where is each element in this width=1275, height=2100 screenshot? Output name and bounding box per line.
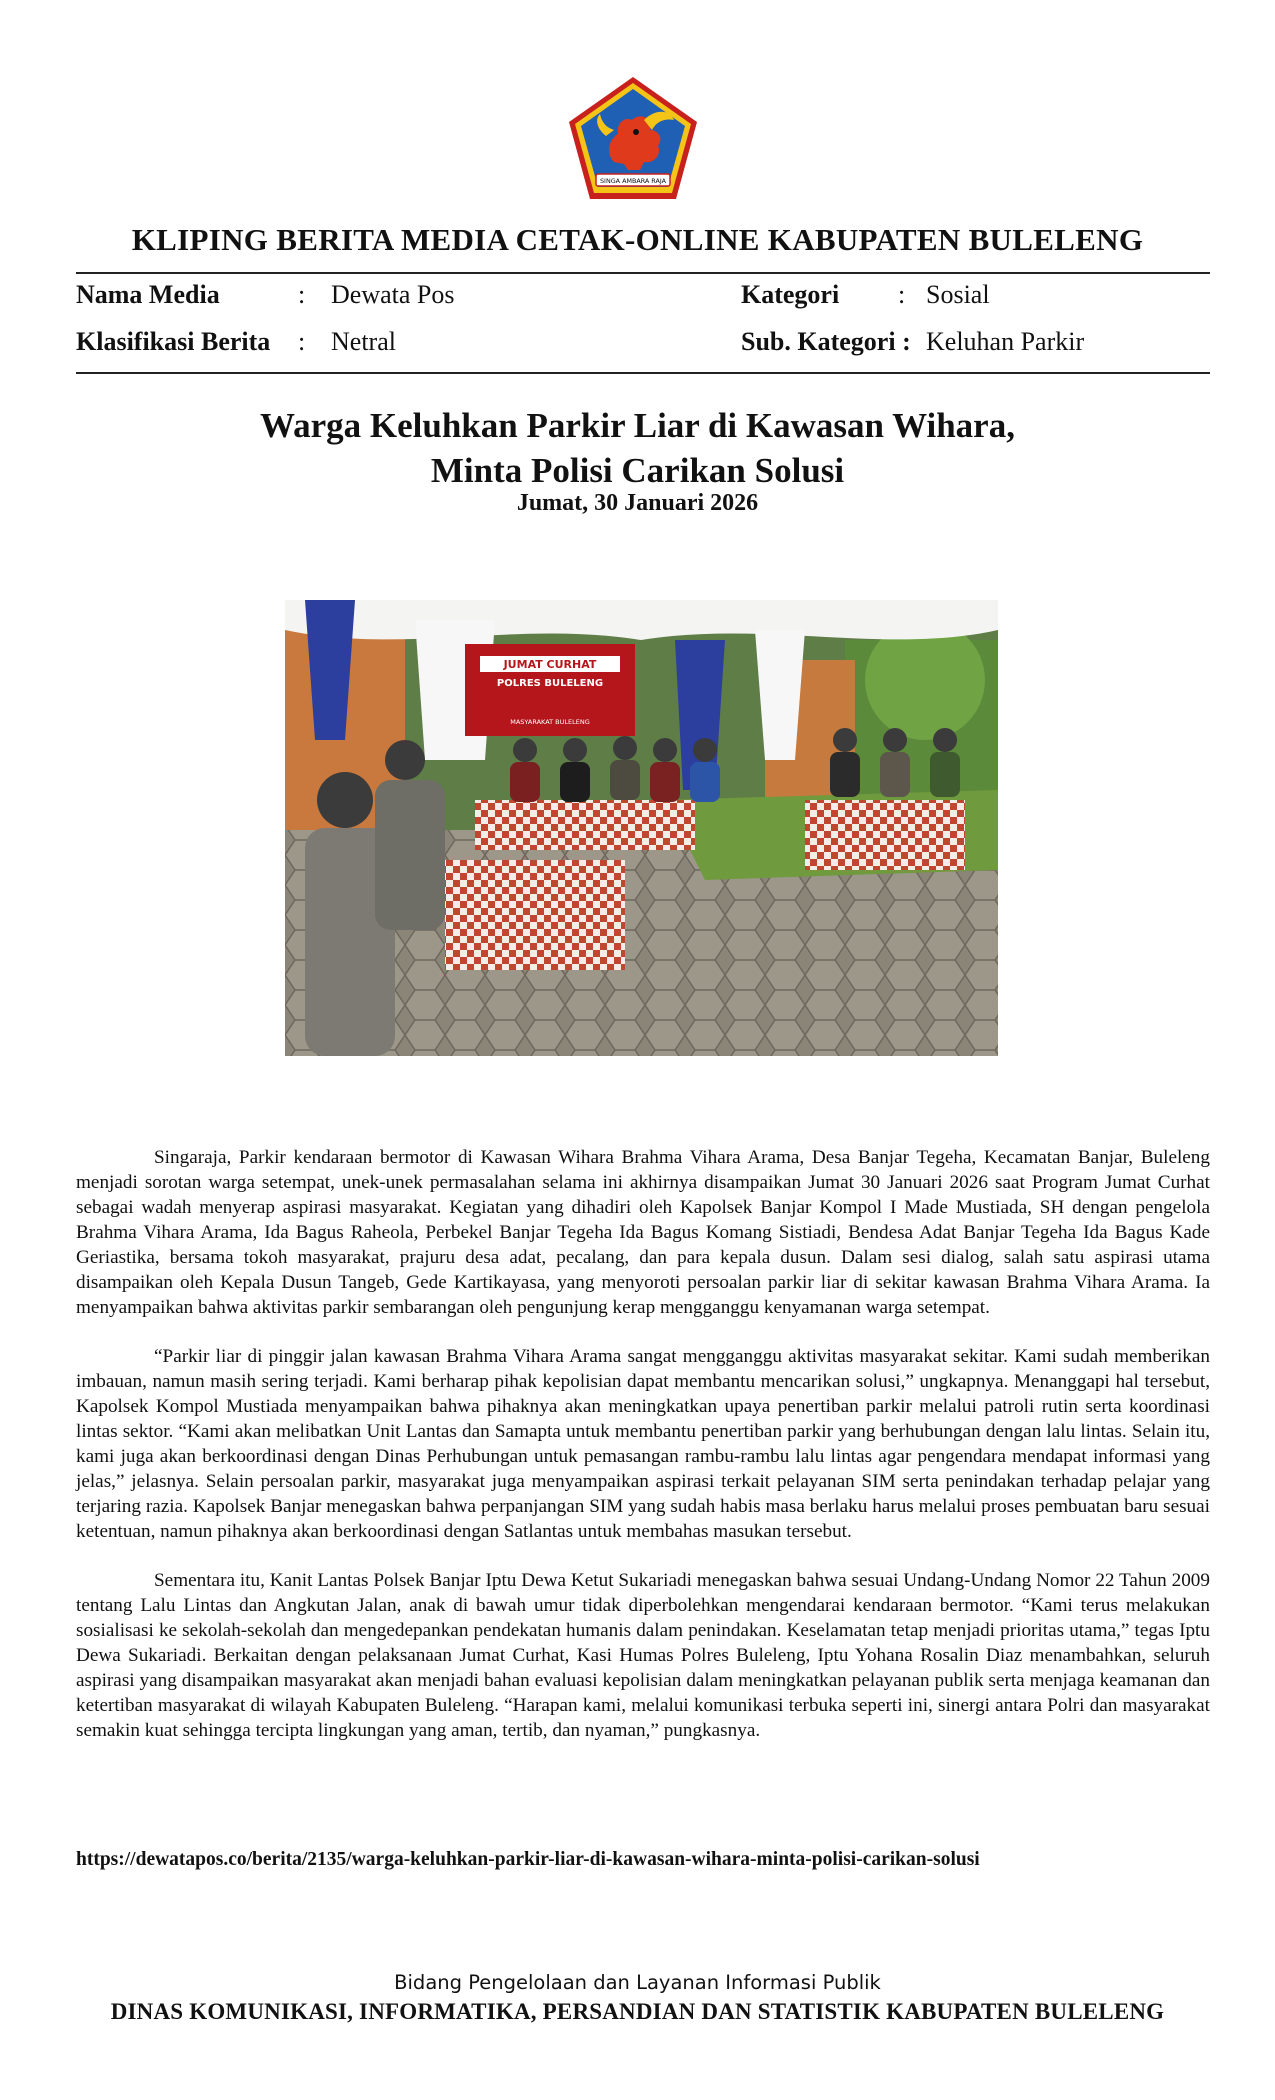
meta-row-1	[76, 280, 1210, 320]
nama-media-colon: :	[298, 280, 306, 309]
photo-banner-line-1: JUMAT CURHAT	[503, 658, 597, 671]
kategori-colon: :	[898, 280, 906, 309]
regency-logo	[566, 74, 700, 202]
photo-banner-line-2: POLRES BULELENG	[496, 678, 604, 689]
sub-kategori-label: Sub. Kategori :	[741, 327, 911, 356]
header-divider-bottom	[76, 372, 1210, 374]
source-link[interactable]: https://dewatapos.co/berita/2135/warga-keluhkan-parkir-liar-di-kawasan-wihara-minta-polisi-carikan-solusi	[76, 1849, 980, 1870]
headline-line-2: Minta Polisi Carikan Solusi	[430, 451, 845, 490]
meta-row-2	[76, 327, 1210, 367]
klasifikasi-label: Klasifikasi Berita	[76, 327, 271, 356]
article-headline	[0, 403, 1275, 493]
article-paragraph-1: Singaraja, Parkir kendaraan bermotor di Kawasan Wihara Brahma Vihara Arama, Desa Banjar Tegeha, Kecamatan Banjar, Buleleng menjadi sorotan warga setempat, unek-unek permasalahan selama ini akhirnya disampaikan Jumat 30 Januari 2026 saat Program Jumat Curhat sebagai wadah menyerap aspirasi masyarakat. Kegiatan yang dihadiri oleh Kapolsek Banjar Kompol I Made Mustiada, SH dengan pengelola Brahma Vihara Arama, Ida Bagus Raheola, Perbekel Banjar Tegeha Ida Bagus Komang Sistiadi, Bendesa Adat Banjar Tegeha Ida Bagus Kade Geriastika, bersama tokoh masyarakat, prajuru desa adat, pecalang, dan para kepala dusun. Dalam sesi dialog, salah satu aspirasi utama disampaikan oleh Kepala Dusun Tangeb, Gede Kartikayasa, yang menyoroti persoalan parkir liar di sekitar kawasan Brahma Vihara Arama. Ia menyampaikan bahwa aktivitas parkir sembarangan oleh pengunjung kerap mengganggu kenyamanan warga setempat.	[76, 1147, 1210, 1318]
article-body	[76, 1145, 1210, 1767]
klasifikasi-value: Netral	[331, 327, 396, 356]
footer-department: Bidang Pengelolaan dan Layanan Informasi Publik	[394, 1971, 881, 1994]
nama-media-value: Dewata Pos	[331, 280, 455, 309]
document-title: KLIPING BERITA MEDIA CETAK-ONLINE KABUPATEN BULELENG	[131, 222, 1144, 257]
photo-banner-line-3: MASYARAKAT BULELENG	[510, 718, 590, 726]
article-paragraph-3: Sementara itu, Kanit Lantas Polsek Banjar Iptu Dewa Ketut Sukariadi menegaskan bahwa sesuai Undang-Undang Nomor 22 Tahun 2009 tentang Lalu Lintas dan Angkutan Jalan, anak di bawah umur tidak diperbolehkan mengendarai kendaraan bermotor. “Kami terus melakukan sosialisasi ke sekolah-sekolah dan mengedepankan pendekatan humanis dalam penindakan. Keselamatan tetap menjadi prioritas utama,” tegas Iptu Dewa Sukariadi. Berkaitan dengan pelaksanaan Jumat Curhat, Kasi Humas Polres Buleleng, Iptu Yohana Rosalin Diaz menambahkan, seluruh aspirasi yang disampaikan masyarakat akan menjadi bahan evaluasi kepolisian dalam meningkatkan pelayanan publik serta menjaga keamanan dan ketertiban masyarakat di wilayah Kabupaten Buleleng. “Harapan kami, melalui komunikasi terbuka seperti ini, sinergi antara Polri dan masyarakat semakin kuat sehingga tercipta lingkungan yang aman, tertib, dan nyaman,” pungkasnya.	[76, 1570, 1210, 1741]
logo-motto: SINGA AMBARA RAJA	[600, 177, 666, 185]
footer-agency: DINAS KOMUNIKASI, INFORMATIKA, PERSANDIAN DAN STATISTIK KABUPATEN BULELENG	[110, 1999, 1165, 2024]
kategori-label: Kategori	[741, 280, 840, 309]
header-divider-top	[76, 272, 1210, 274]
nama-media-label: Nama Media	[76, 280, 220, 309]
sub-kategori-value: Keluhan Parkir	[926, 327, 1085, 356]
article-photo	[285, 600, 998, 1056]
kategori-value: Sosial	[926, 280, 990, 309]
headline-line-1: Warga Keluhkan Parkir Liar di Kawasan Wihara,	[260, 406, 1015, 445]
article-date: Jumat, 30 Januari 2026	[516, 490, 759, 516]
klasifikasi-colon: :	[298, 327, 306, 356]
article-paragraph-2: “Parkir liar di pinggir jalan kawasan Brahma Vihara Arama sangat mengganggu aktivitas masyarakat sekitar. Kami sudah memberikan imbauan, namun masih sering terjadi. Kami berharap pihak kepolisian dapat membantu mencarikan solusi,” ungkapnya. Menanggapi hal tersebut, Kapolsek Kompol Mustiada menyampaikan bahwa pihaknya akan meningkatkan upaya penertiban parkir melalui patroli rutin serta koordinasi lintas sektor. “Kami akan melibatkan Unit Lantas dan Samapta untuk membantu penertiban parkir yang berhubungan dengan lalu lintas. Selain itu, kami juga akan berkoordinasi dengan Dinas Perhubungan untuk pemasangan rambu-rambu lalu lintas agar pengendara mendapat informasi yang jelas,” jelasnya. Selain persoalan parkir, masyarakat juga menyampaikan aspirasi terkait pelayanan SIM serta penindakan terhadap pelajar yang terjaring razia. Kapolsek Banjar menegaskan bahwa perpanjangan SIM yang sudah habis masa berlaku harus melalui proses pembuatan baru sesuai ketentuan, namun pihaknya akan berkoordinasi dengan Satlantas untuk membahas masukan tersebut.	[76, 1346, 1210, 1542]
